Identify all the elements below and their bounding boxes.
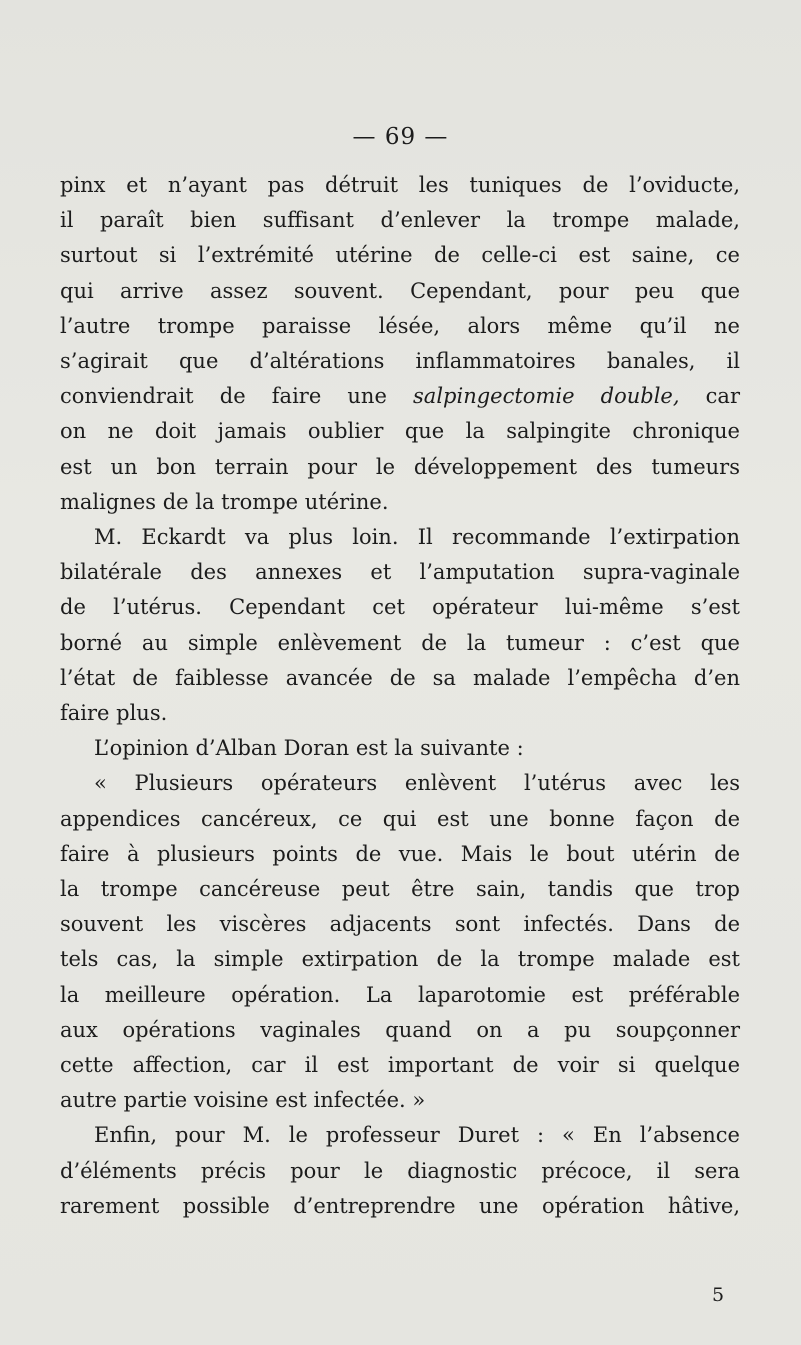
text-line	[60, 379, 740, 414]
text-line: tels cas, la simple extirpation de la trompe malade est	[60, 947, 740, 972]
text-line: borné au simple enlèvement de la tumeur : c’est que	[60, 630, 740, 655]
text-line: s’agirait que d’altérations inflammatoires banales, il	[60, 349, 740, 374]
text-line: qui arrive assez souvent. Cependant, pour peu que	[60, 278, 740, 303]
text-line: bilatérale des annexes et l’amputation supra-vaginale	[60, 560, 740, 585]
text-line: on ne doit jamais oublier que la salpingite chronique	[60, 419, 740, 444]
text-line: l’état de faiblesse avancée de sa malade l’empêcha d’en	[60, 665, 740, 690]
body-text	[60, 168, 740, 1224]
text-line: Enfin, pour M. le professeur Duret : « En l’absence	[94, 1123, 740, 1148]
text-line: de l’utérus. Cependant cet opérateur lui-même s’est	[60, 595, 740, 620]
text-line: aux opérations vaginales quand on a pu soupçonner	[60, 1017, 740, 1042]
text-line: « Plusieurs opérateurs enlèvent l’utérus avec les	[94, 771, 740, 796]
text-segment: car	[679, 384, 740, 409]
text-line: cette affection, car il est important de voir si quelque	[60, 1053, 740, 1078]
text-line: rarement possible d’entreprendre une opération hâtive,	[60, 1193, 740, 1218]
text-line: L’opinion d’Alban Doran est la suivante :	[94, 736, 524, 761]
text-line: M. Eckardt va plus loin. Il recommande l’extirpation	[94, 525, 740, 550]
text-segment: conviendrait de faire une	[60, 384, 414, 409]
italic-term: salpingectomie double,	[413, 384, 680, 409]
text-line: est un bon terrain pour le développement des tumeurs	[60, 454, 740, 479]
page-number-header: — 69 —	[352, 124, 449, 150]
text-line: la trompe cancéreuse peut être sain, tandis que trop	[60, 877, 740, 902]
text-line: l’autre trompe paraisse lésée, alors même qu’il ne	[60, 313, 740, 338]
text-line: appendices cancéreux, ce qui est une bonne façon de	[60, 806, 740, 831]
text-line: souvent les viscères adjacents sont infectés. Dans de	[60, 912, 740, 937]
text-line: pinx et n’ayant pas détruit les tuniques de l’oviducte,	[60, 173, 740, 197]
text-line: d’éléments précis pour le diagnostic précoce, il sera	[60, 1158, 740, 1183]
text-line: faire plus.	[60, 701, 168, 726]
text-line: la meilleure opération. La laparotomie est préférable	[60, 982, 740, 1007]
text-line: faire à plusieurs points de vue. Mais le bout utérin de	[60, 841, 740, 866]
text-line: il paraît bien suffisant d’enlever la trompe malade,	[60, 208, 740, 233]
text-line: surtout si l’extrémité utérine de celle-ci est saine, ce	[60, 243, 740, 268]
text-line: malignes de la trompe utérine.	[60, 489, 389, 514]
signature-mark: 5	[712, 1284, 725, 1306]
text-line: autre partie voisine est infectée. »	[60, 1088, 426, 1113]
